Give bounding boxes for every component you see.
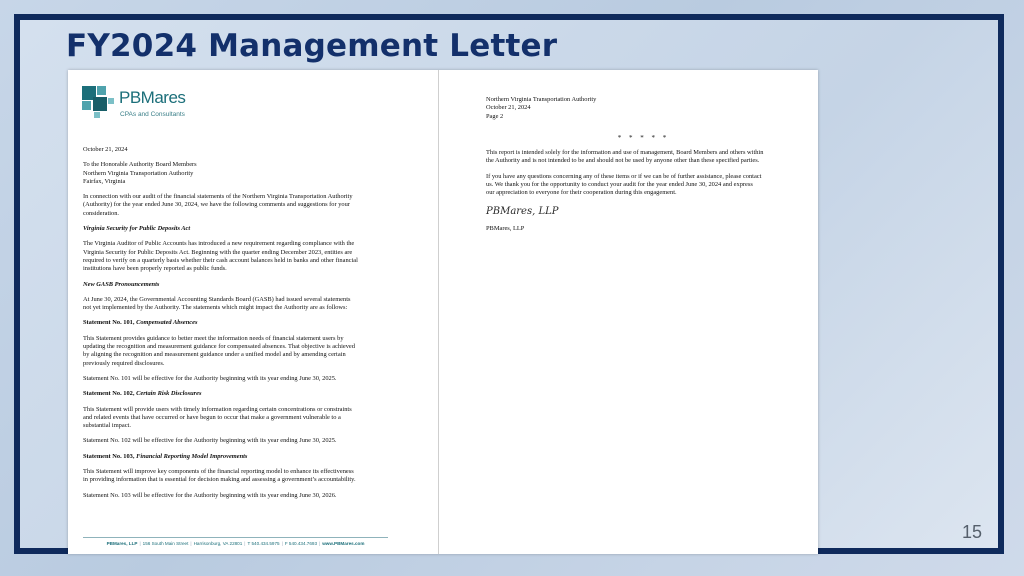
section-line: At June 30, 2024, the Governmental Accounting Standards Board (GASB) had issued several statements bbox=[83, 295, 351, 303]
footer-city: Harrisonburg, VA 22801 bbox=[193, 541, 243, 546]
statement-effective: Statement No. 103 will be effective for the Authority beginning with its year ending June 30, 2026. bbox=[83, 491, 337, 499]
statement-line: This Statement will provide users with timely information regarding certain concentrations or constraints bbox=[83, 405, 352, 413]
statement-line: by aligning the recognition and measurement guidance under a unified model and by amending certain bbox=[83, 351, 346, 359]
page2-para-line: This report is intended solely for the information and use of management, Board Members and others within bbox=[486, 149, 764, 157]
statement-line: substantial impact. bbox=[83, 422, 131, 430]
section-line: required to verify on a quarterly basis whether their cash account balances held in banks and other financial bbox=[83, 256, 358, 264]
logo-tagline: CPAs and Consultants bbox=[120, 111, 185, 118]
statement-heading bbox=[83, 319, 393, 327]
footer-fax: F 540.434.7693 bbox=[284, 541, 317, 546]
footer-phone: T 540.434.5975 bbox=[247, 541, 280, 546]
section-separator: * * * * * bbox=[617, 133, 670, 142]
statement-line: This Statement provides guidance to better meet the information needs of financial statement users by bbox=[83, 334, 344, 342]
section-heading: Virginia Security for Public Deposits Act bbox=[83, 225, 191, 233]
page2-para-line: the Authority and is not intended to be and should not be used by anyone other than these specified parties. bbox=[486, 157, 760, 165]
intro-line: consideration. bbox=[83, 209, 120, 217]
statement-heading bbox=[83, 453, 393, 461]
intro-line: (Authority) for the year ended June 30, 2024, we have the following comments and suggestions for your bbox=[83, 201, 350, 209]
addressee-line: Fairfax, Virginia bbox=[83, 177, 126, 185]
section-heading: New GASB Pronouncements bbox=[83, 280, 160, 288]
signature: PBMares, LLP bbox=[486, 205, 559, 217]
statement-number: Statement No. 102, bbox=[83, 390, 135, 398]
footer-address: 156 South Main Street bbox=[142, 541, 189, 546]
section-line: not yet implemented by the Authority. The statements which might impact the Authority are as follows: bbox=[83, 304, 348, 312]
intro-line: In connection with our audit of the financial statements of the Northern Virginia Transportation Authority bbox=[83, 193, 353, 201]
letter-page-1 bbox=[68, 70, 438, 554]
logo-mark-icon bbox=[82, 86, 115, 118]
statement-heading bbox=[83, 390, 393, 398]
section-line: The Virginia Auditor of Public Accounts has introduced a new requirement regarding compliance with the bbox=[83, 240, 355, 248]
page2-para-line: us. We thank you for the opportunity to conduct your audit for the year ended June 30, 2024 and express bbox=[486, 181, 753, 189]
statement-line: in providing information that is essential for decision making and assessing a government’s accountability. bbox=[83, 476, 356, 484]
statement-name: Certain Risk Disclosures bbox=[136, 390, 202, 398]
logo-name: PBMares bbox=[119, 88, 186, 107]
page2-para-line: our appreciation to everyone for their cooperation during this engagement. bbox=[486, 189, 677, 197]
page2-header-line: Northern Virginia Transportation Authority bbox=[486, 96, 597, 103]
letter-footer: PBMares, LLP | 156 South Main Street | Harrisonburg, VA 22801 | T 540.434.5975 | F 540.434.7693 | www.PBMares.com bbox=[106, 541, 365, 546]
page2-header-line: October 21, 2024 bbox=[486, 104, 531, 112]
slide-title: FY2024 Management Letter bbox=[66, 28, 558, 64]
letter-image bbox=[68, 70, 818, 554]
statement-name: Compensated Absences bbox=[136, 319, 198, 327]
page2-para-line: If you have any questions concerning any of these items or if we can be of further assistance, please contact bbox=[486, 172, 762, 180]
letter-page-2 bbox=[439, 70, 818, 554]
statement-name: Financial Reporting Model Improvements bbox=[136, 452, 248, 460]
statement-effective: Statement No. 102 will be effective for the Authority beginning with its year ending June 30, 2025. bbox=[83, 437, 337, 445]
statement-line: updating the recognition and measurement guidance for compensated absences. That objective is achieved bbox=[83, 343, 355, 351]
letter-body-page-2 bbox=[486, 96, 801, 233]
firm-logo bbox=[82, 86, 212, 122]
page2-header-line: Page 2 bbox=[486, 112, 504, 120]
section-line: institutions have been properly reported as public funds. bbox=[83, 265, 227, 273]
statement-number: Statement No. 103, bbox=[83, 452, 135, 460]
statement-line: This Statement will improve key components of the financial reporting model to enhance its effectiveness bbox=[83, 468, 354, 476]
statement-line: previously required disclosures. bbox=[83, 359, 165, 367]
section-line: Virginia Security for Public Deposits Act. Beginning with the quarter ending December 2023, entities are bbox=[83, 248, 353, 256]
statement-line: and related events that have occurred or have begun to occur that make a government vulnerable to a bbox=[83, 413, 341, 421]
letter-body bbox=[83, 146, 393, 500]
addressee-line: To the Honorable Authority Board Members bbox=[83, 161, 197, 169]
footer-rule bbox=[83, 537, 388, 538]
footer-web: www.PBMares.com bbox=[322, 541, 365, 546]
addressee-line: Northern Virginia Transportation Authority bbox=[83, 169, 194, 177]
footer-firm: PBMares, LLP bbox=[106, 541, 138, 546]
signer-name: PBMares, LLP bbox=[486, 224, 525, 232]
slide-number: 15 bbox=[962, 522, 983, 542]
statement-number: Statement No. 101, bbox=[83, 319, 135, 327]
statement-effective: Statement No. 101 will be effective for the Authority beginning with its year ending June 30, 2025. bbox=[83, 374, 337, 382]
letter-date: October 21, 2024 bbox=[83, 146, 128, 153]
